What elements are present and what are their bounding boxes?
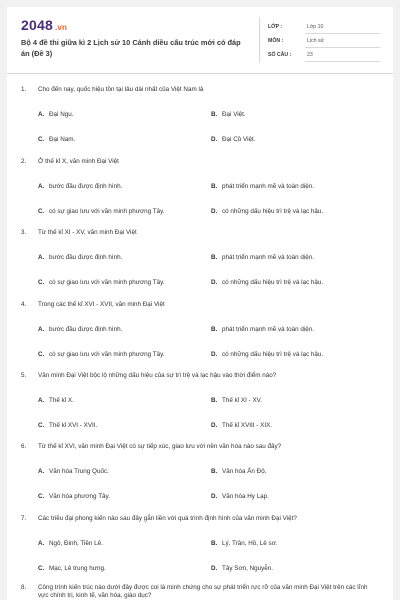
option-b[interactable]: B. Đại Việt.: [211, 111, 246, 118]
option-d[interactable]: D. có những dấu hiệu trì trệ và lạc hậu.: [211, 208, 324, 215]
option-c[interactable]: C. Mạc, Lê trung hưng.: [38, 565, 106, 572]
question-stem: 2. Ở thế kỉ X, văn minh Đại Việt: [21, 158, 119, 165]
document-header: [21, 17, 381, 65]
question-stem: 3. Từ thế kỉ XI - XV, văn minh Đại Việt: [21, 229, 137, 236]
meta-row-class: [268, 21, 380, 35]
meta-info-box: [259, 17, 379, 63]
option-a[interactable]: A. bước đầu được định hình.: [38, 326, 123, 333]
option-a[interactable]: A. bước đầu được định hình.: [38, 254, 123, 261]
question-stem: 8. Công trình kiến trúc nào dưới đây được coi là minh chứng cho sự phát triển rực rỡ của văn minh Đại Việt trên các lĩnh vực chính trị, kinh tế, văn hóa, giáo dục?: [21, 584, 368, 599]
meta-label: LỚP :: [268, 24, 283, 30]
document-page: [7, 7, 393, 600]
meta-label: MÔN :: [268, 38, 284, 44]
question-stem: 4. Trong các thế kỉ XVI - XVII, văn minh Đại Việt: [21, 301, 165, 308]
meta-row-subject: [268, 35, 380, 49]
meta-value: Lớp 10: [305, 21, 380, 34]
option-d[interactable]: D. Đại Cồ Việt.: [211, 136, 256, 143]
option-b[interactable]: B. phát triển mạnh mẽ và toàn diện.: [211, 183, 315, 190]
option-d[interactable]: D. Văn hóa Hy Lạp.: [211, 493, 269, 500]
option-a[interactable]: A. Văn hóa Trung Quốc.: [38, 468, 109, 475]
meta-value: 23: [305, 49, 380, 62]
option-d[interactable]: D. Tây Sơn, Nguyễn.: [211, 565, 274, 572]
option-b[interactable]: B. phát triển mạnh mẽ và toàn diện.: [211, 326, 315, 333]
option-b[interactable]: B. Lý, Trần, Hồ, Lê sơ.: [211, 540, 278, 547]
meta-row-count: [268, 49, 380, 63]
option-c[interactable]: C. có sự giao lưu với văn minh phương Tây.: [38, 208, 165, 215]
option-b[interactable]: B. Văn hóa Ấn Độ.: [211, 468, 267, 475]
option-a[interactable]: A. bước đầu được định hình.: [38, 183, 123, 190]
meta-label: SỐ CÂU :: [268, 52, 292, 58]
question-stem: 1. Cho đến nay, quốc hiệu tồn tại lâu dài nhất của Việt Nam là: [21, 86, 204, 93]
option-a[interactable]: A. Ngô, Đinh, Tiền Lê.: [38, 540, 103, 547]
question-stem: 6. Từ thế kỉ XVI, văn minh Đại Việt có sự tiếp xúc, giao lưu với nền văn hóa nào sau đây?: [21, 443, 282, 450]
question-stem: 7. Các triều đại phong kiến nào sau đây gắn liền với quá trình định hình của văn minh Đại Việt?: [21, 515, 297, 522]
option-c[interactable]: C. có sự giao lưu với văn minh phương Tây.: [38, 351, 165, 358]
option-c[interactable]: C. có sự giao lưu với văn minh phương Tây.: [38, 279, 165, 286]
option-c[interactable]: C. Thế kỉ XVI - XVII.: [38, 422, 98, 429]
header-divider: [7, 73, 393, 74]
meta-value: Lịch sử: [305, 35, 380, 48]
option-a[interactable]: A. Đại Ngu.: [38, 111, 74, 118]
option-d[interactable]: D. có những dấu hiệu trì trệ và lạc hậu.: [211, 351, 324, 358]
option-b[interactable]: B. Thế kỉ XI - XV.: [211, 397, 263, 404]
option-c[interactable]: C. Đại Nam.: [38, 136, 76, 143]
question-stem: 5. Văn minh Đại Việt bộc lộ những dấu hiệu của sự trì trệ và lạc hậu vào thời điểm nào?: [21, 372, 277, 379]
option-d[interactable]: D. có những dấu hiệu trì trệ và lạc hậu.: [211, 279, 324, 286]
option-b[interactable]: B. phát triển mạnh mẽ và toàn diện.: [211, 254, 315, 261]
document-title: Bộ 4 đề thi giữa kì 2 Lịch sử 10 Cánh diều cấu trúc mới có đáp án (Đề 3): [21, 38, 241, 58]
option-c[interactable]: C. Văn hóa phương Tây.: [38, 493, 110, 500]
option-d[interactable]: D. Thế kỉ XVIII - XIX.: [211, 422, 273, 429]
site-logo[interactable]: 2048 .vn: [21, 17, 68, 33]
option-a[interactable]: A. Thế kỉ X.: [38, 397, 74, 404]
